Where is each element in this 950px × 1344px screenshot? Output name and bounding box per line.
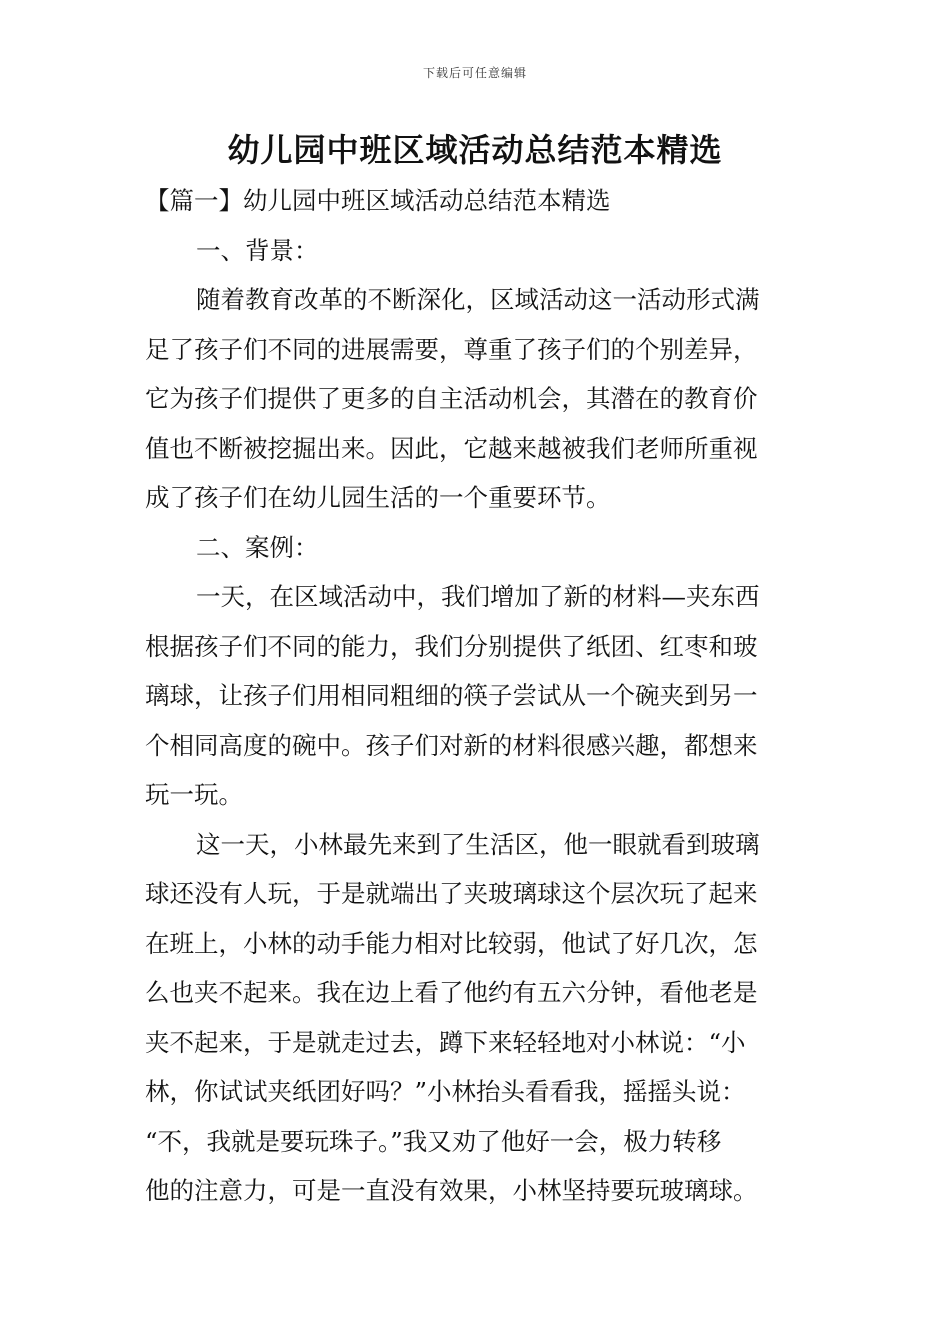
paragraph-line: 玩一玩。 (145, 780, 243, 809)
paragraph-case-1 (145, 572, 807, 820)
paragraph-line: 么也夹不起来。我在边上看了他约有五六分钟，看他老是 (145, 978, 758, 1007)
page-header-note: 下载后可任意编辑 (422, 66, 527, 80)
document-title: 幼儿园中班区域活动总结范本精选 (227, 131, 723, 169)
paragraph-line: 这一天，小林最先来到了生活区，他一眼就看到玻璃 (196, 829, 760, 859)
paragraph-line: 在班上，小林的动手能力相对比较弱，他试了好几次，怎 (145, 928, 758, 958)
paragraph-line: 值也不断被挖掘出来。因此，它越来越被我们老师所重视 (145, 433, 758, 463)
paragraph-line: 足了孩子们不同的进展需要，尊重了孩子们的个别差异， (145, 334, 758, 364)
paragraph-line: 它为孩子们提供了更多的自主活动机会，其潜在的教育价 (145, 384, 758, 413)
paragraph-line: 随着教育改革的不断深化，区域活动这一活动形式满 (196, 285, 760, 314)
section-heading-case: 二、案例： (196, 532, 319, 562)
paragraph-line: 成了孩子们在幼儿园生活的一个重要环节。 (145, 483, 611, 512)
paragraph-background (145, 275, 807, 523)
document-body (145, 176, 807, 1216)
paragraph-line: 璃球，让孩子们用相同粗细的筷子尝试从一个碗夹到另一 (145, 681, 758, 710)
paragraph-line: 夹不起来，于是就走过去，蹲下来轻轻地对小林说：“小 (145, 1027, 746, 1057)
paragraph-line: 他的注意力，可是一直没有效果，小林坚持要玩玻璃球。 (145, 1176, 758, 1205)
paragraph-line: 球还没有人玩，于是就端出了夹玻璃球这个层次玩了起来 (145, 879, 758, 908)
paragraph-case-2 (145, 820, 807, 1216)
paragraph-line: 林，你试试夹纸团好吗？”小林抬头看看我，摇摇头说： (145, 1077, 746, 1106)
subtitle: 【篇一】幼儿园中班区域活动总结范本精选 (145, 186, 611, 215)
section-heading-background: 一、背景： (196, 235, 319, 265)
paragraph-line: 个相同高度的碗中。孩子们对新的材料很感兴趣，都想来 (145, 730, 758, 760)
paragraph-line: “不，我就是要玩珠子。”我又劝了他好一会，极力转移 (145, 1126, 722, 1156)
paragraph-line: 根据孩子们不同的能力，我们分别提供了纸团、红枣和玻 (145, 631, 758, 661)
paragraph-line: 一天，在区域活动中，我们增加了新的材料—夹东西 (196, 582, 760, 611)
